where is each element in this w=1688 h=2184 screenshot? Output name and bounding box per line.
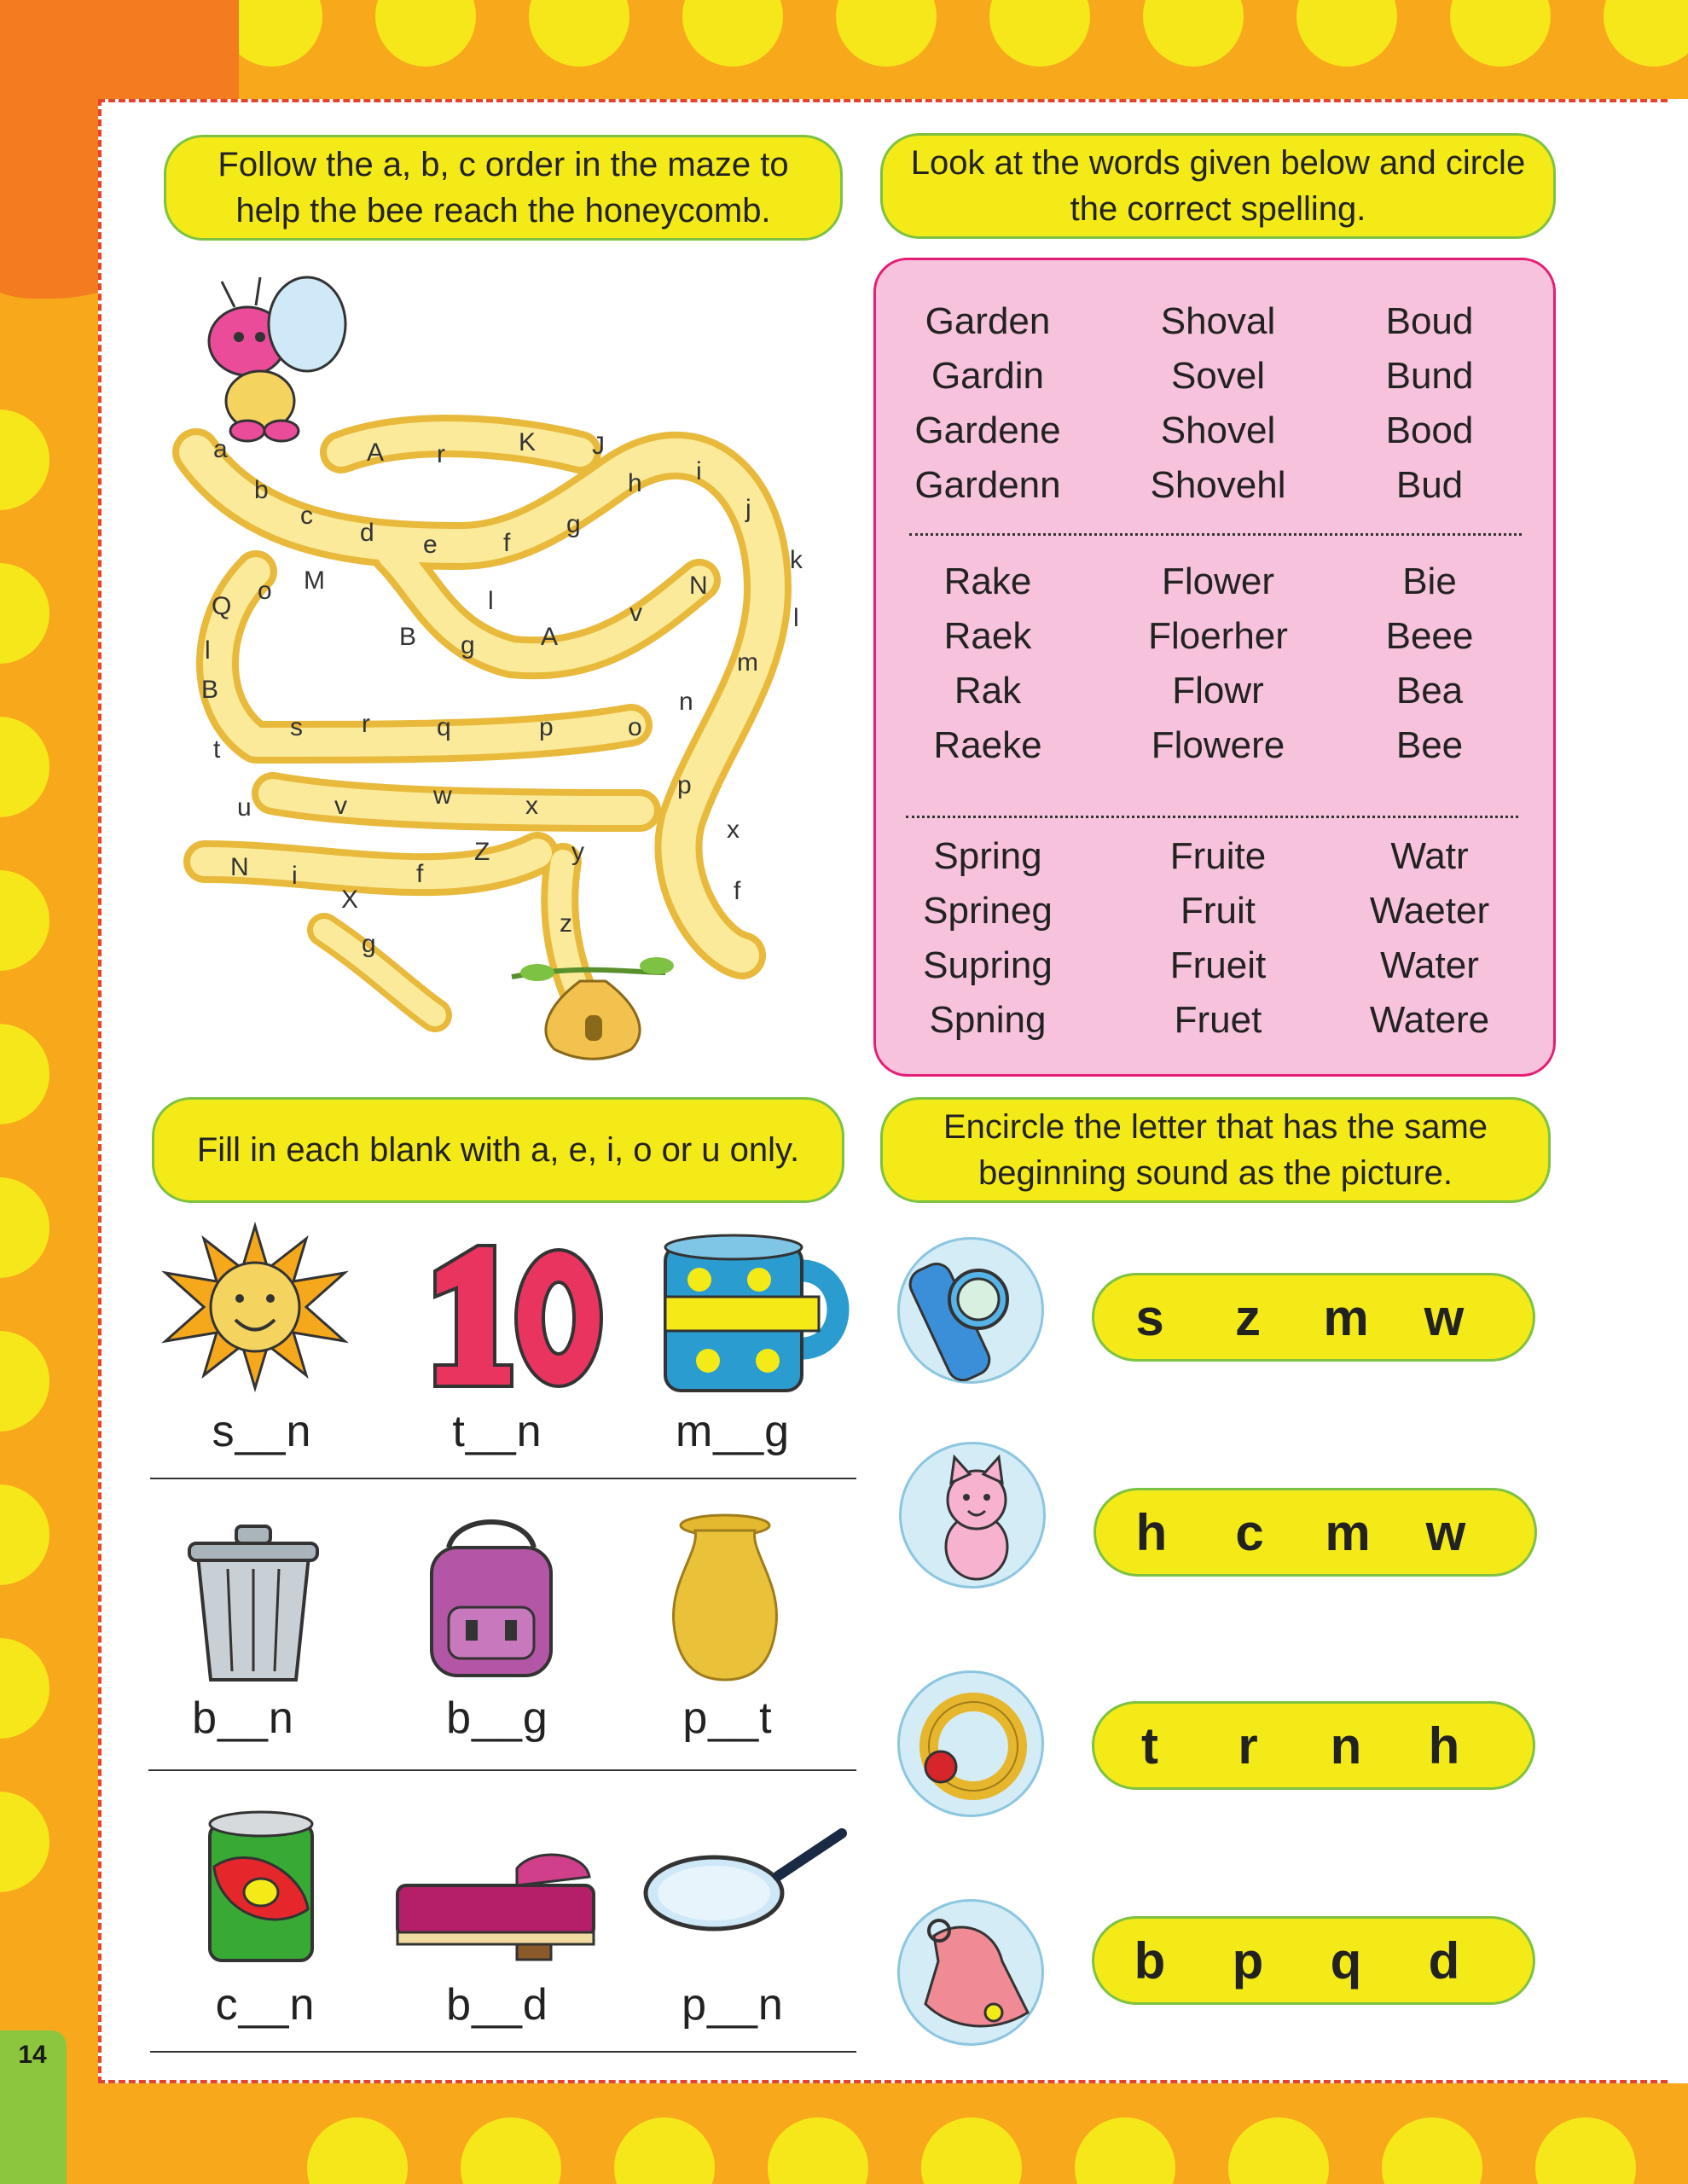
word-option[interactable]: Fruet [1174, 999, 1262, 1041]
group-divider [909, 533, 1522, 536]
letter-choice[interactable]: s [1135, 1289, 1164, 1346]
word-blank[interactable]: p__n [682, 1980, 784, 2030]
maze-letter: i [696, 457, 702, 485]
letter-choice[interactable]: z [1235, 1289, 1261, 1346]
maze-letter: g [566, 510, 581, 538]
maze-letter: c [300, 502, 313, 530]
row-divider [148, 1769, 856, 1771]
maze-letter: r [437, 440, 445, 468]
letter-choice[interactable]: w [1425, 1504, 1466, 1561]
word-blank[interactable]: b__n [192, 1693, 294, 1743]
letter-options [1092, 1701, 1535, 1790]
letter-choice[interactable]: h [1135, 1504, 1168, 1561]
sun-icon [157, 1222, 353, 1392]
maze-letter: p [539, 713, 554, 741]
bottom-frame-band [0, 2083, 1688, 2184]
maze-letter: u [237, 793, 252, 822]
maze-letter: A [541, 623, 559, 651]
maze-letter: w [433, 781, 452, 810]
maze-letter: i [292, 862, 298, 890]
bee-icon [209, 277, 345, 441]
word-option[interactable]: Floerher [1148, 615, 1288, 657]
word-option[interactable]: Bud [1395, 464, 1464, 506]
word-option[interactable]: Spning [929, 999, 1047, 1041]
left-frame-band [0, 0, 101, 2184]
pan-icon [641, 1821, 855, 1940]
maze-letter: y [571, 838, 584, 866]
maze-letter: Q [212, 592, 232, 620]
word-option[interactable]: Bea [1395, 670, 1464, 712]
maze-letter: j [745, 495, 751, 523]
word-option[interactable]: Shovel [1160, 410, 1276, 451]
letter-choice[interactable]: b [1134, 1932, 1166, 1989]
letter-choice[interactable]: q [1330, 1932, 1362, 1989]
ten-icon [418, 1237, 606, 1391]
word-option[interactable]: Watr [1390, 835, 1469, 877]
maze-letter: n [679, 688, 693, 716]
picture-circle [899, 1442, 1046, 1589]
bin-icon [181, 1522, 326, 1684]
letter-choice[interactable]: c [1235, 1504, 1264, 1561]
word-option[interactable]: Rak [954, 670, 1022, 712]
maze-letter: Z [474, 838, 490, 866]
word-option[interactable]: Fruite [1169, 835, 1267, 877]
watch-icon [900, 1240, 1041, 1381]
maze-letter: N [230, 853, 249, 881]
maze-letter: K [519, 428, 537, 456]
mug-icon [657, 1228, 853, 1399]
page-number: 14 [18, 2041, 47, 2069]
maze-letter: m [737, 648, 758, 677]
word-option[interactable]: Water [1380, 944, 1479, 986]
maze-letter: B [201, 676, 219, 704]
maze-letter: p [677, 771, 692, 799]
maze-letter: x [525, 792, 538, 820]
word-option[interactable]: Flower [1161, 561, 1275, 602]
ring-icon [900, 1673, 1041, 1815]
word-option[interactable]: Sovel [1170, 355, 1266, 397]
word-blank[interactable]: s__n [212, 1407, 312, 1456]
can-icon [201, 1807, 321, 1969]
maze-letter: l [793, 604, 799, 632]
maze-letter: v [334, 792, 347, 820]
maze-letter: g [461, 631, 475, 659]
group-divider [906, 816, 1518, 818]
maze-letter: N [689, 572, 708, 600]
cat-icon [902, 1444, 1043, 1586]
letter-options [1092, 1273, 1535, 1362]
bed-icon [389, 1843, 602, 1962]
maze-letter: f [503, 529, 511, 557]
word-option[interactable]: Rake [943, 561, 1032, 602]
maze-letter: t [213, 735, 221, 764]
word-option[interactable]: Gardin [931, 355, 1045, 397]
word-option[interactable]: Bood [1385, 410, 1474, 451]
word-option[interactable]: Watere [1369, 999, 1490, 1041]
honeycomb-icon [512, 957, 674, 1059]
maze-letter: f [416, 860, 424, 888]
word-option[interactable]: Frueit [1169, 944, 1267, 986]
maze-letter: g [362, 930, 376, 958]
encircle-instruction: Encircle the letter that has the same beginning sound as the picture. [880, 1097, 1551, 1203]
bell-icon [900, 1902, 1041, 2043]
word-option[interactable]: Spring [933, 835, 1042, 877]
word-blank[interactable]: t__n [452, 1407, 542, 1456]
letter-choice[interactable]: m [1323, 1289, 1369, 1346]
bag-icon [406, 1513, 577, 1684]
maze-letter: l [205, 636, 211, 665]
maze-instruction: Follow the a, b, c order in the maze to help the bee reach the honeycomb. [164, 135, 843, 241]
word-blank[interactable]: c__n [215, 1980, 316, 2030]
maze-letter: A [367, 439, 385, 467]
top-frame-band [0, 0, 1688, 101]
word-option[interactable]: Beee [1385, 615, 1474, 657]
maze-letter: B [399, 623, 417, 651]
word-option[interactable]: Gardenn [914, 464, 1061, 506]
pot-icon [665, 1513, 785, 1684]
letter-choice[interactable]: r [1238, 1717, 1258, 1774]
maze-letter: o [258, 577, 272, 605]
word-option[interactable]: Garden [925, 300, 1051, 342]
letter-choice[interactable]: m [1325, 1504, 1371, 1561]
word-blank[interactable]: m__g [675, 1407, 791, 1456]
word-blank[interactable]: b__d [446, 1980, 548, 2030]
letter-choice[interactable]: h [1428, 1717, 1460, 1774]
word-option[interactable]: Flowere [1151, 724, 1285, 766]
letter-choice[interactable]: p [1232, 1932, 1264, 1989]
letter-choice[interactable]: d [1428, 1932, 1460, 1989]
word-option[interactable]: Waeter [1369, 890, 1490, 932]
maze-letter: k [790, 546, 803, 574]
maze-letter: X [341, 886, 359, 914]
maze-letter: a [213, 435, 228, 463]
word-option[interactable]: Flowr [1172, 670, 1264, 712]
maze-letter: q [437, 713, 451, 741]
maze-letter: r [362, 710, 370, 738]
word-option[interactable]: Bee [1395, 724, 1464, 766]
word-option[interactable]: Bund [1385, 355, 1474, 397]
word-blank[interactable]: p__t [682, 1693, 773, 1743]
maze-letter: o [628, 713, 642, 741]
picture-circle [897, 1670, 1044, 1817]
word-option[interactable]: Bie [1402, 561, 1457, 602]
word-option[interactable]: Raeke [933, 724, 1042, 766]
picture-circle [897, 1899, 1044, 2046]
word-option[interactable]: Sprineg [923, 890, 1053, 932]
maze-letter: z [560, 909, 572, 938]
maze-letter: J [592, 432, 605, 460]
word-blank[interactable]: b__g [446, 1693, 548, 1743]
spelling-instruction: Look at the words given below and circle the correct spelling. [880, 133, 1556, 239]
maze-letter: e [423, 531, 438, 559]
word-option[interactable]: Gardene [914, 410, 1061, 451]
word-option[interactable]: Supring [923, 944, 1053, 986]
maze-letter: l [488, 587, 494, 615]
letter-choice[interactable]: t [1141, 1717, 1158, 1774]
word-option[interactable]: Raek [943, 615, 1032, 657]
word-option[interactable]: Boud [1385, 300, 1474, 342]
maze-letter: x [727, 816, 740, 844]
maze-letter: v [629, 599, 642, 627]
word-option[interactable]: Fruit [1180, 890, 1256, 932]
maze-letter: f [734, 877, 741, 905]
maze-letter: M [304, 566, 325, 595]
letter-options [1092, 1916, 1535, 2005]
letter-choice[interactable]: n [1330, 1717, 1362, 1774]
fill-instruction: Fill in each blank with a, e, i, o or u only. [152, 1097, 844, 1203]
letter-choice[interactable]: w [1424, 1289, 1465, 1346]
row-divider [150, 1478, 856, 1479]
maze-letter: s [290, 713, 303, 741]
maze-letter: d [360, 519, 374, 547]
maze-letter: b [254, 476, 269, 504]
row-divider [150, 2051, 856, 2053]
letter-options [1093, 1488, 1537, 1577]
word-option[interactable]: Shovehl [1150, 464, 1286, 506]
word-option[interactable]: Shoval [1160, 300, 1276, 342]
picture-circle [897, 1237, 1044, 1384]
maze-letter: h [628, 469, 642, 497]
